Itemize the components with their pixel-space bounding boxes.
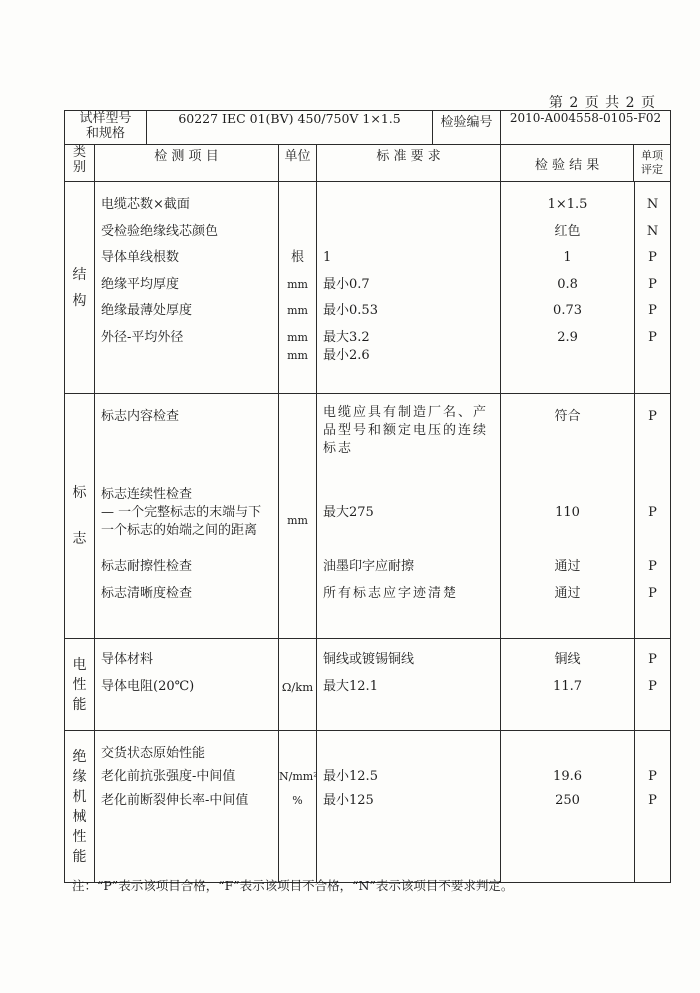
section-category-marking: 标 志 <box>65 394 95 639</box>
units-column <box>279 731 317 883</box>
inspection-no-value: 2010-A004558-0105-F02 <box>501 111 671 145</box>
result-value: 铜线 <box>554 652 581 667</box>
item-label: — 一个完整标志的末端与下一个标志的始端之间的距离 <box>101 505 262 538</box>
verdict-value: P <box>648 303 657 318</box>
requirement-value: 最大12.1 <box>323 678 378 694</box>
verdict-value: P <box>648 652 657 667</box>
unit-value <box>279 192 316 219</box>
result-value: 250 <box>555 793 580 808</box>
verdict-value: P <box>648 329 657 345</box>
verdict-value: P <box>648 409 657 424</box>
page-number: 第 2 页 共 2 页 <box>548 95 656 111</box>
items-column <box>95 394 279 639</box>
units-column <box>279 639 317 731</box>
verdict-value: N <box>646 223 659 239</box>
verdicts-column <box>635 639 671 731</box>
result-value: 1×1.5 <box>547 197 588 212</box>
verdicts-column <box>635 182 671 394</box>
requirement-value <box>323 192 500 219</box>
requirement-value: 最小0.53 <box>323 303 378 318</box>
verdict-value: N <box>646 197 659 212</box>
requirements-column <box>317 639 501 731</box>
result-value: 1 <box>563 250 572 265</box>
result-value: 0.8 <box>557 276 578 292</box>
requirement-value: 1 <box>323 250 332 265</box>
results-column <box>501 731 635 883</box>
unit-value: mm <box>287 330 308 344</box>
column-header-row <box>65 145 671 182</box>
requirement-value: 电缆应具有制造厂名、产品型号和额定电压的连续标志 <box>323 405 489 456</box>
requirement-value: 最小2.6 <box>323 347 370 363</box>
item-label: 标志连续性检查 <box>101 487 193 502</box>
unit-value: mm <box>287 348 308 362</box>
verdict-value: P <box>648 793 657 808</box>
requirement-value: 最大275 <box>323 505 374 520</box>
item-label: 外径-平均外径 <box>101 329 184 345</box>
footnote: 注：“P”表示该项目合格，“F”表示该项目不合格，“N”表示该项目不要求判定。 <box>72 878 514 893</box>
verdict-value: P <box>648 585 657 601</box>
verdict-value: P <box>648 678 657 694</box>
result-value: 通过 <box>554 559 581 574</box>
column-verdict: 单项 评定 <box>641 149 664 176</box>
result-value: 110 <box>555 505 580 520</box>
results-column <box>501 639 635 731</box>
result-value: 符合 <box>554 409 581 424</box>
items-column <box>95 182 279 394</box>
column-unit: 单位 <box>279 145 317 182</box>
item-label: 绝缘最薄处厚度 <box>101 303 193 318</box>
unit-value: mm <box>287 277 308 291</box>
verdicts-column <box>635 394 671 639</box>
section-category-insulation-mechanical: 绝 缘 机 械 性 能 <box>65 731 95 883</box>
item-label: 导体电阻(20℃) <box>101 678 195 694</box>
unit-value: N/mm² <box>279 770 318 783</box>
item-label: 标志清晰度检查 <box>101 585 193 601</box>
unit-value: 根 <box>291 250 305 265</box>
item-label: 标志耐擦性检查 <box>101 559 193 574</box>
inspection-report-table <box>64 110 671 883</box>
requirement-value: 最小0.7 <box>323 276 370 292</box>
item-label: 老化前断裂伸长率-中间值 <box>101 793 249 808</box>
header-row <box>65 111 671 145</box>
column-result: 检 验 结 果 <box>534 157 600 173</box>
requirement-value <box>323 219 500 246</box>
column-category: 类 别 <box>65 145 95 182</box>
verdict-value: P <box>648 769 657 784</box>
result-value: 红色 <box>554 223 581 239</box>
item-label: 绝缘平均厚度 <box>101 276 180 292</box>
unit-value: mm <box>287 514 308 527</box>
section-electrical <box>65 639 671 731</box>
verdict-value: P <box>648 250 657 265</box>
column-item: 检 测 项 目 <box>95 145 279 182</box>
column-requirement: 标 准 要 求 <box>317 145 501 182</box>
section-category-structure: 结 构 <box>65 182 95 394</box>
result-value: 19.6 <box>553 769 582 784</box>
item-label: 电缆芯数×截面 <box>101 197 190 212</box>
verdict-value: P <box>648 559 657 574</box>
units-column <box>279 182 317 394</box>
unit-value: % <box>292 794 303 807</box>
requirements-column <box>317 182 501 394</box>
sample-model-label: 试样型号 和规格 <box>65 111 147 145</box>
requirement-value: 最小12.5 <box>323 769 378 784</box>
result-value: 11.7 <box>553 678 582 694</box>
results-column <box>501 394 635 639</box>
unit-value <box>279 219 316 246</box>
requirement-value: 铜线或镀锡铜线 <box>323 652 415 667</box>
requirement-value: 最大3.2 <box>323 329 370 345</box>
units-column <box>279 394 317 639</box>
result-value: 2.9 <box>557 329 578 345</box>
item-label: 交货状态原始性能 <box>101 746 206 761</box>
unit-value <box>279 647 316 674</box>
verdict-value: P <box>648 276 657 292</box>
items-column <box>95 731 279 883</box>
verdicts-column <box>635 731 671 883</box>
requirement-value: 油墨印字应耐擦 <box>323 559 415 574</box>
result-value: 通过 <box>554 585 581 601</box>
requirements-column <box>317 731 501 883</box>
item-label: 老化前抗张强度-中间值 <box>101 769 236 784</box>
items-column <box>95 639 279 731</box>
section-insulation-mechanical <box>65 731 671 883</box>
requirement-value: 最小125 <box>323 793 374 808</box>
inspection-no-label: 检验编号 <box>433 111 501 145</box>
column-result-and-verdict <box>501 145 671 182</box>
requirement-value: 所有标志应字迹清楚 <box>323 585 459 601</box>
sample-model-value: 60227 IEC 01(BV) 450/750V 1×1.5 <box>147 111 433 145</box>
section-category-electrical: 电 性 能 <box>65 639 95 731</box>
unit-value: mm <box>287 304 308 317</box>
unit-value: Ω/km <box>281 679 314 694</box>
requirements-column <box>317 394 501 639</box>
item-label: 标志内容检查 <box>101 409 180 424</box>
verdict-value: P <box>648 505 657 520</box>
result-value: 0.73 <box>553 303 582 318</box>
item-label: 受检验绝缘线芯颜色 <box>101 223 219 239</box>
item-label: 导体单线根数 <box>101 250 180 265</box>
results-column <box>501 182 635 394</box>
section-structure <box>65 182 671 394</box>
section-marking <box>65 394 671 639</box>
item-label: 导体材料 <box>101 652 154 667</box>
